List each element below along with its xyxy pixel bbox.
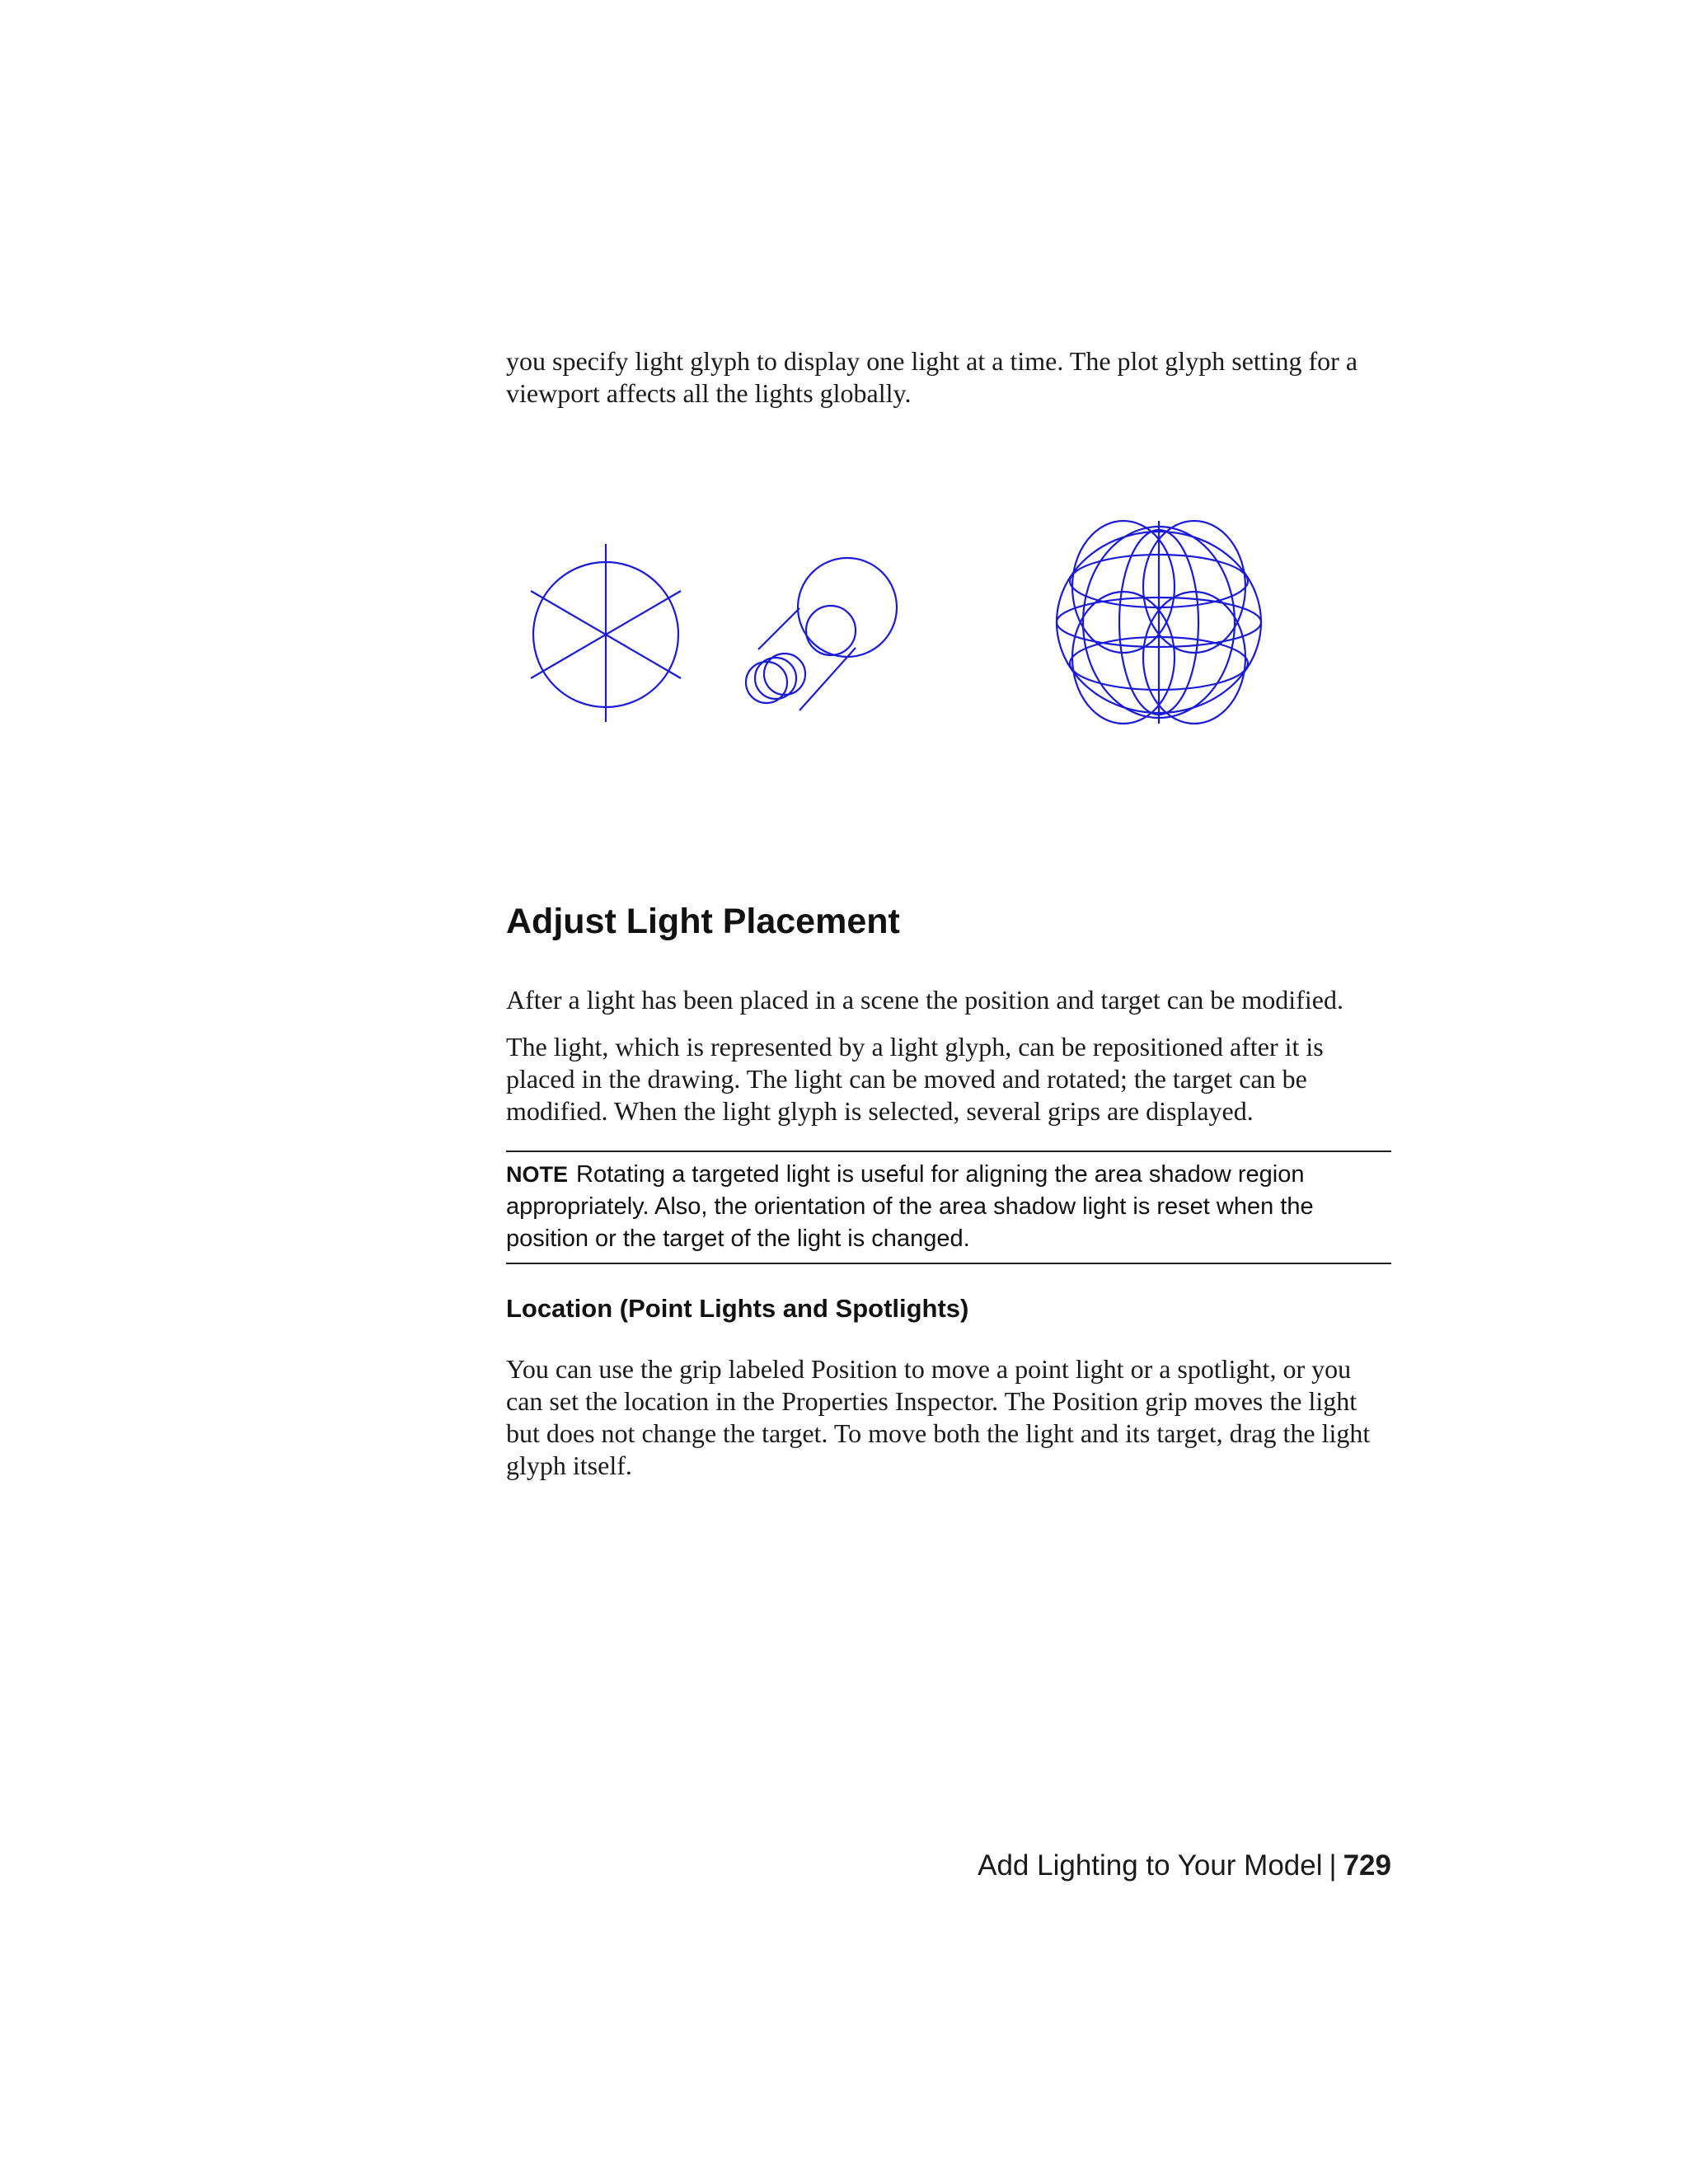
footer-separator: |	[1329, 1849, 1337, 1882]
location-paragraph: You can use the grip labeled Position to move a point light or a spotlight, or you can set the location in the Properties Inspector. The Position grip moves the light but does not change the target. To move both the light and its target, drag the light glyph itself.	[506, 1354, 1371, 1480]
note-label: NOTE	[506, 1162, 569, 1187]
page-number: 729	[1343, 1849, 1391, 1882]
note-text: Rotating a targeted light is useful for aligning the area shadow region appropriately. Also, the orientation of the area shadow light is reset when the position or the target of the light is changed.	[506, 1161, 1314, 1252]
footer-chapter-title: Add Lighting to Your Model	[978, 1849, 1323, 1882]
page-footer	[978, 1848, 1391, 1884]
subsection-heading: Location (Point Lights and Spotlights)	[506, 1294, 969, 1323]
spotlight-glyph	[746, 558, 897, 710]
light-glyphs-figure	[519, 511, 1286, 733]
intro-paragraph: you specify light glyph to display one light at a time. The plot glyph setting for a viewport affects all the lights globally.	[506, 346, 1358, 408]
section-heading: Adjust Light Placement	[506, 902, 900, 941]
lead-paragraph: After a light has been placed in a scene the position and target can be modified.	[506, 985, 1343, 1015]
body-paragraph: The light, which is represented by a light glyph, can be repositioned after it is placed in the drawing. The light can be moved and rotated; the target can be modified. When the light glyph is selected, several grips are displayed.	[506, 1032, 1324, 1126]
point-light-glyph	[531, 544, 681, 722]
web-light-glyph	[1057, 521, 1261, 724]
note-box	[506, 1151, 1391, 1264]
